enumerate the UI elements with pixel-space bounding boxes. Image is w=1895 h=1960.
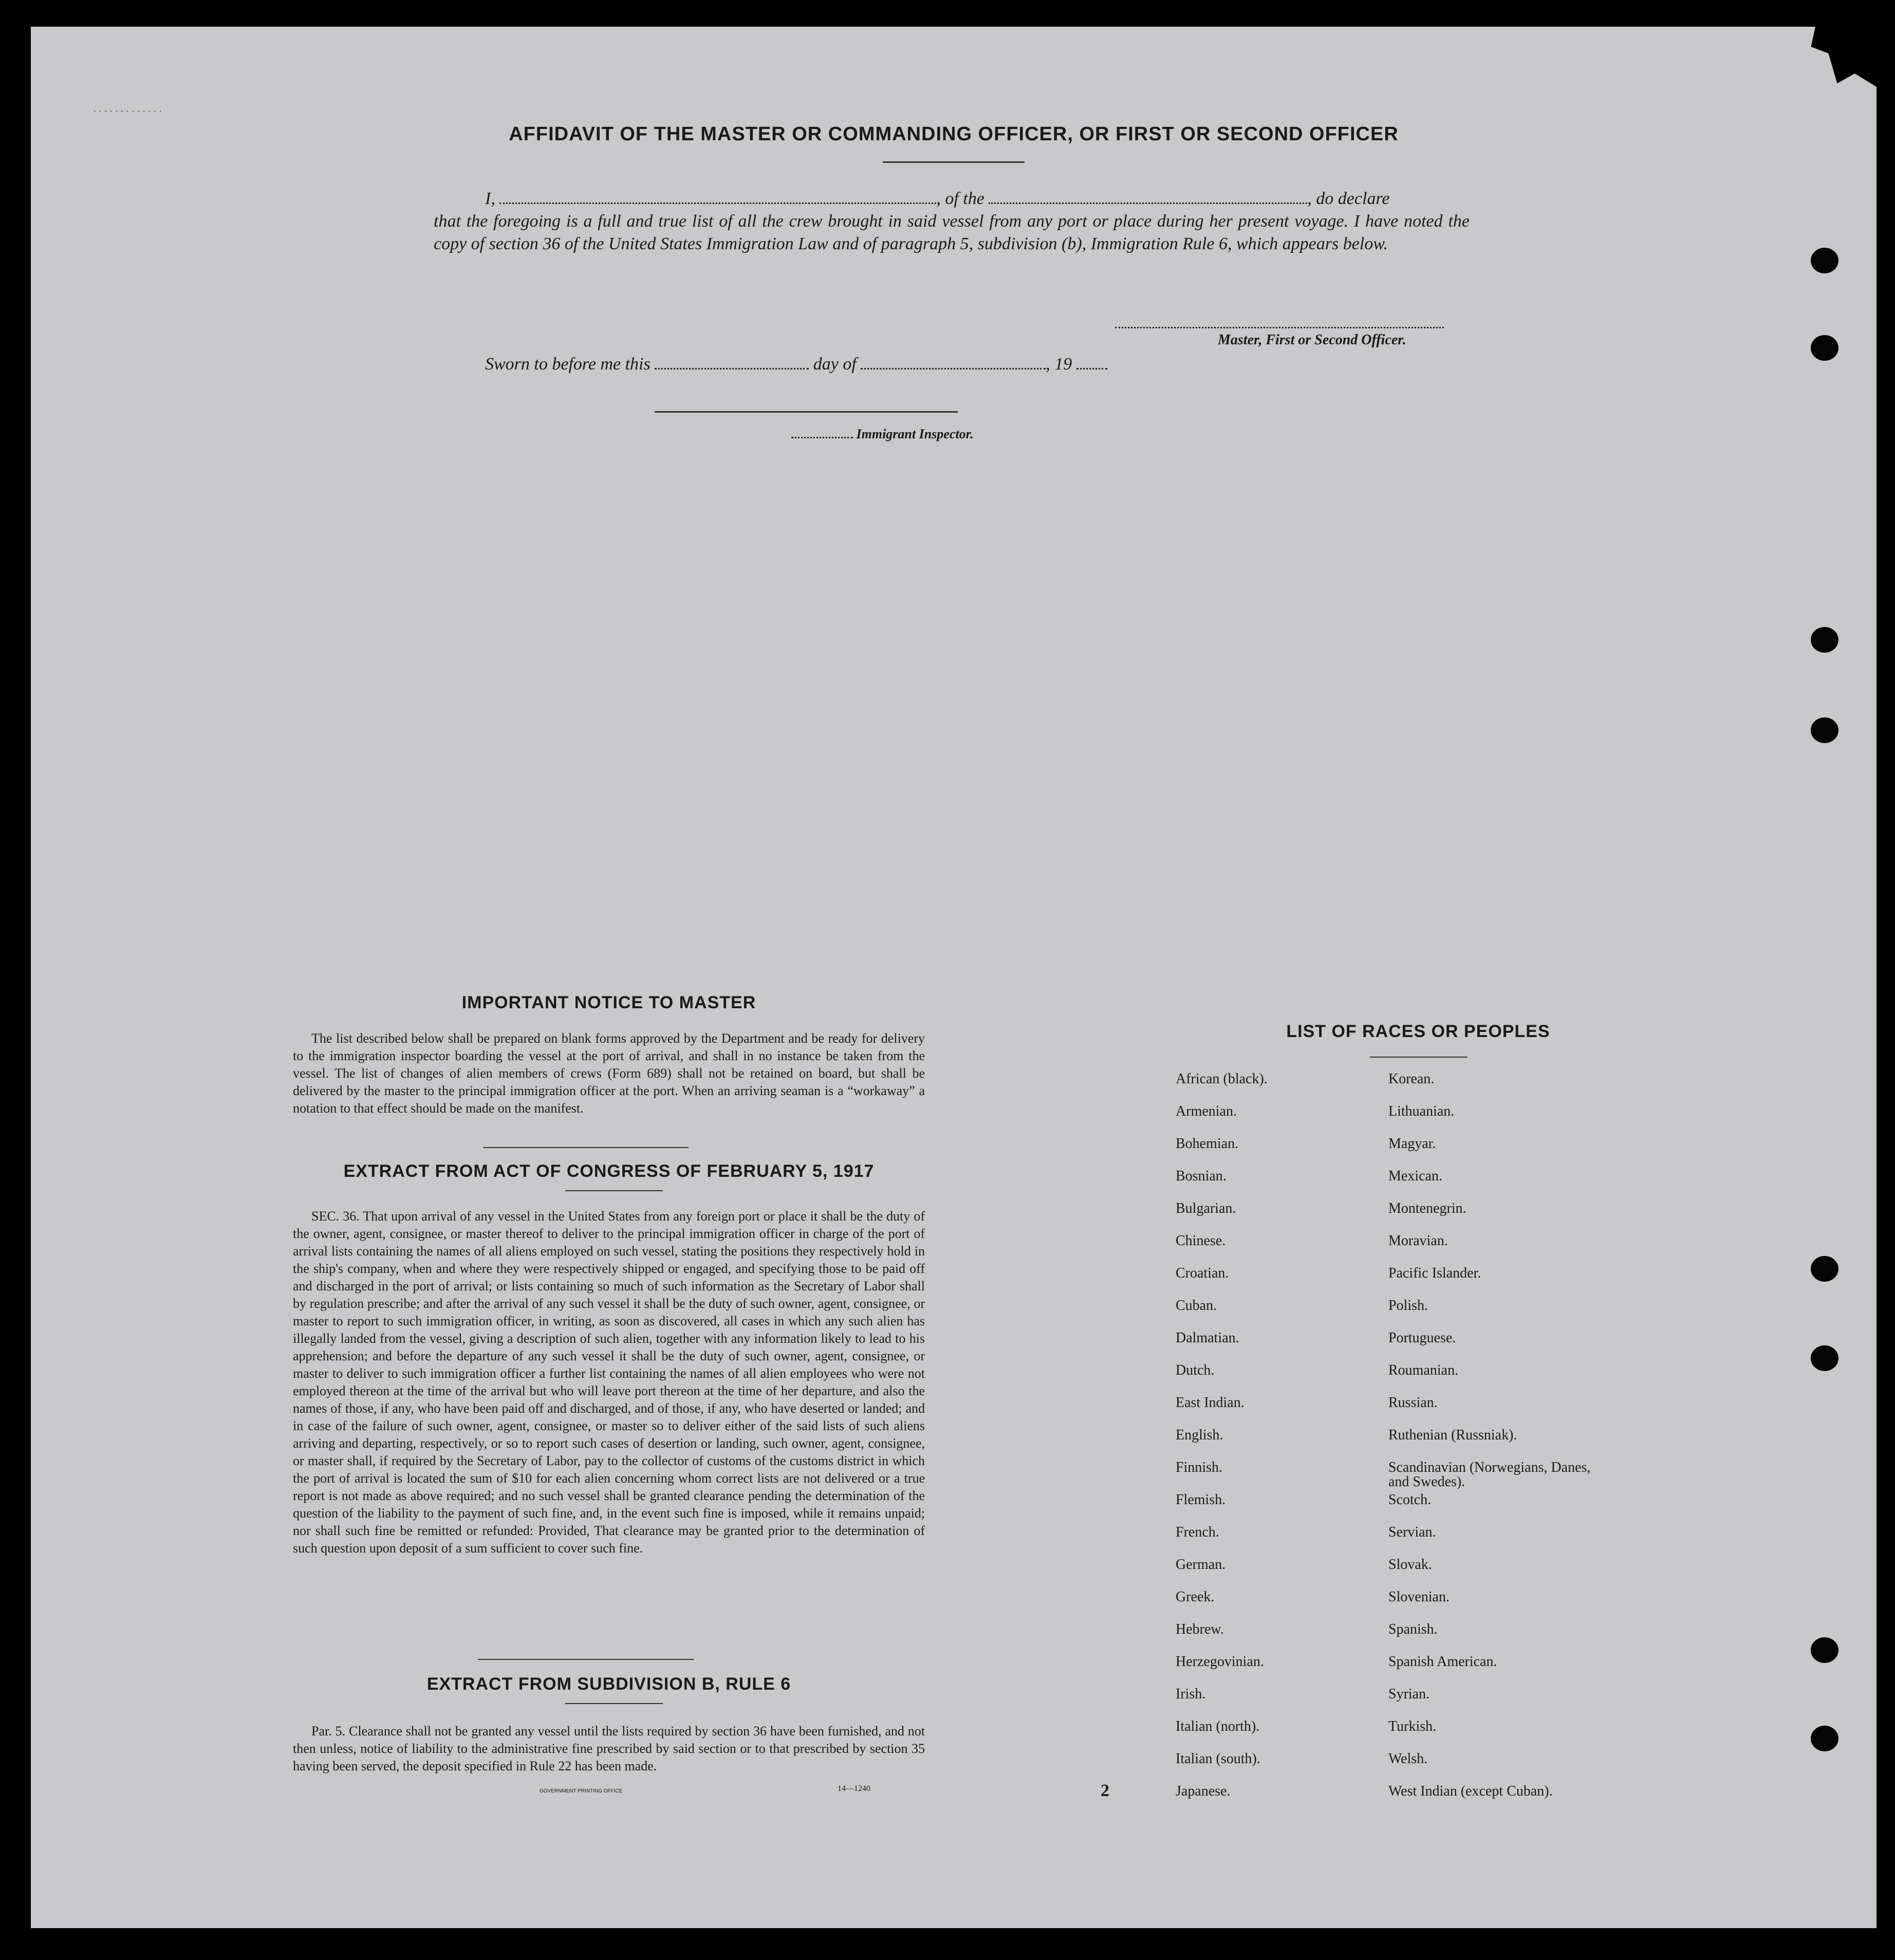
punch-hole — [1811, 1256, 1838, 1282]
race-item: Welsh. — [1388, 1751, 1428, 1767]
affidavit-body — [434, 187, 1470, 255]
inspector-signature-line[interactable] — [655, 411, 958, 413]
race-item: Chinese. — [1176, 1233, 1226, 1249]
punch-hole — [1811, 717, 1838, 743]
declarant-prefix: I, — [485, 189, 495, 208]
notice-text: The list described below shall be prepared on blank forms approved by the Department and be ready for delivery to the immigration inspector boarding the vessel at the port of arrival, and shall in no instance be taken from the vessel. The list of changes of alien members of crews (Form 689) shall not be retained on board, but shall be delivered by the master to the principal immigration officer at the port. When an arriving seaman is a “workaway” a notation to that effect should be made on the manifest. — [293, 1031, 925, 1116]
race-item: Pacific Islander. — [1388, 1265, 1481, 1281]
form-number: 14—1240 — [838, 1784, 870, 1793]
sworn-year-field[interactable] — [1076, 353, 1107, 369]
punch-hole — [1811, 627, 1838, 653]
sworn-prefix: Sworn to before me this — [485, 355, 651, 374]
race-item: Montenegrin. — [1388, 1200, 1466, 1216]
race-item: Spanish. — [1388, 1621, 1438, 1637]
race-item: Dalmatian. — [1176, 1330, 1239, 1346]
act-title-rule — [565, 1190, 663, 1191]
race-item: Roumanian. — [1388, 1362, 1459, 1378]
race-item: Mexican. — [1388, 1168, 1442, 1184]
sworn-day-of: day of — [813, 355, 857, 374]
race-item: Korean. — [1388, 1071, 1435, 1087]
race-item: Bohemian. — [1176, 1136, 1239, 1152]
race-item: Spanish American. — [1388, 1654, 1497, 1670]
race-item: Syrian. — [1388, 1686, 1430, 1702]
race-item: Italian (north). — [1176, 1718, 1260, 1734]
rule-extract-title: EXTRACT FROM SUBDIVISION B, RULE 6 — [426, 1674, 791, 1694]
race-item: Servian. — [1388, 1524, 1436, 1540]
race-item: Japanese. — [1176, 1783, 1231, 1799]
master-signature-line[interactable] — [1115, 325, 1444, 328]
race-item: Scotch. — [1388, 1492, 1432, 1508]
race-item: Italian (south). — [1176, 1751, 1260, 1767]
sworn-line — [485, 353, 1107, 374]
race-item: Slovenian. — [1388, 1589, 1450, 1605]
race-item: Portuguese. — [1388, 1330, 1456, 1346]
race-item: Ruthenian (Russniak). — [1388, 1427, 1517, 1443]
race-item: Polish. — [1388, 1298, 1428, 1314]
affidavit-statement: that the foregoing is a full and true list of all the crew brought in said vessel from any port or place during her present voyage. I have noted the copy of section 36 of the United States Immigration Law and of paragraph 5, subdivision (b), Immigration Rule 6, which appears below. — [434, 212, 1470, 253]
race-item: Lithuanian. — [1388, 1103, 1455, 1119]
race-item: West Indian (except Cuban). — [1388, 1783, 1553, 1799]
notice-rule — [483, 1147, 689, 1148]
declarant-name-field[interactable] — [499, 187, 936, 204]
race-item: Scandinavian (Norwegians, Danes, and Swedes). — [1388, 1459, 1591, 1490]
inspector-label: Immigrant Inspector. — [856, 427, 974, 441]
inspector-dots — [791, 435, 853, 438]
rule-extract-text: Par. 5. Clearance shall not be granted any vessel until the lists required by section 36 have been furnished, and not then unless, notice of liability to the administrative fine prescribed by said section or to that prescribed by section 35 having been served, the deposit specified in Rule 22 has been made. — [293, 1724, 925, 1773]
race-item: Russian. — [1388, 1395, 1438, 1411]
race-item: Hebrew. — [1176, 1621, 1224, 1637]
race-item: Croatian. — [1176, 1265, 1229, 1281]
sworn-day-field[interactable] — [655, 353, 809, 369]
races-title-rule — [1370, 1057, 1467, 1058]
punch-hole — [1811, 1726, 1838, 1751]
race-item: African (black). — [1176, 1071, 1268, 1087]
act-extract-title: EXTRACT FROM ACT OF CONGRESS OF FEBRUARY 5, 1917 — [343, 1161, 875, 1181]
punch-hole — [1811, 248, 1838, 273]
race-item: Cuban. — [1176, 1298, 1217, 1314]
rule-title-rule — [565, 1703, 663, 1704]
race-item: Greek. — [1176, 1589, 1215, 1605]
master-signature-label: Master, First or Second Officer. — [1218, 332, 1406, 348]
race-item: Armenian. — [1176, 1103, 1237, 1119]
faint-stamp-mark: ············· — [92, 104, 164, 119]
race-item: Herzegovinian. — [1176, 1654, 1264, 1670]
page-mark: 2 — [1101, 1781, 1109, 1800]
act-extract-text: SEC. 36. That upon arrival of any vessel in the United States from any foreign port or place it shall be the duty of the owner, agent, consignee, or master thereof to deliver to the principal immigration officer in charge of the port of arrival lists containing the names of all aliens employed on such vessel, stating the positions they respectively hold in the ship's company, when and where they were respectively shipped or engaged, and specifying those to be paid off and discharged in the port of arrival; or lists containing so much of such information as the Secretary of Labor shall by regulation prescribe; and after the arrival of any such vessel it shall be the duty of such owner, agent, consignee, or master to report to such immigration officer, in writing, as soon as discovered, all cases in which any such alien has illegally landed from the vessel, giving a description of such alien, together with any information likely to lead to his apprehension; and before the departure of any such vessel it shall be the duty of such owner, agent, consignee, or master to deliver to such immigration officer a further list containing the names of all alien employees who were not employed thereon at the time of the arrival but who will leave port thereon at the time of her departure, and also the names of those, if any, who have been paid off and discharged, and of those, if any, who have deserted or landed; and in case of the failure of such owner, agent, consignee, or master so to deliver either of the said lists of such aliens arriving and departing, respectively, or so to report such cases of desertion or landing, such owner, agent, consignee, or master shall, if required by the Secretary of Labor, pay to the collector of customs of the customs district in which the port of arrival is located the sum of $10 for each alien concerning whom correct lists are not delivered or a true report is not made as above required; and no such vessel shall be granted clearance pending the determination of the question of the liability to the payment of such fine, and, in the event such fine is imposed, while it remains unpaid; nor shall such fine be remitted or refunded: Provided, That clearance may be granted prior to the determination of such question upon deposit of a sum sufficient to cover such fine. — [293, 1209, 925, 1556]
punch-hole — [1811, 1345, 1838, 1371]
race-item: French. — [1176, 1524, 1219, 1540]
printer-imprint: GOVERNMENT PRINTING OFFICE — [540, 1788, 623, 1794]
race-item: Magyar. — [1388, 1136, 1436, 1152]
act-rule — [478, 1659, 694, 1660]
punch-hole — [1811, 1637, 1838, 1663]
sworn-year-prefix: , 19 — [1046, 355, 1072, 374]
torn-corner — [1789, 27, 1877, 94]
races-title: LIST OF RACES OR PEOPLES — [1286, 1022, 1550, 1041]
race-item: Moravian. — [1388, 1233, 1448, 1249]
race-item: Flemish. — [1176, 1492, 1226, 1508]
race-item: Finnish. — [1176, 1459, 1223, 1475]
punch-hole — [1811, 335, 1838, 361]
race-item: German. — [1176, 1557, 1226, 1573]
notice-title: IMPORTANT NOTICE TO MASTER — [461, 993, 756, 1012]
race-item: Irish. — [1176, 1686, 1206, 1702]
affidavit-title: AFFIDAVIT OF THE MASTER OR COMMANDING OFFICER, OR FIRST OR SECOND OFFICER — [509, 123, 1399, 145]
race-item: Slovak. — [1388, 1557, 1432, 1573]
document-page — [31, 27, 1877, 1928]
race-item: East Indian. — [1176, 1395, 1244, 1411]
vessel-name-field[interactable] — [989, 187, 1307, 204]
declare-text: , do declare — [1307, 189, 1390, 208]
race-item: Bulgarian. — [1176, 1200, 1236, 1216]
race-item: English. — [1176, 1427, 1223, 1443]
title-rule — [883, 161, 1025, 163]
vessel-prefix: , of the — [936, 189, 984, 208]
race-item: Turkish. — [1388, 1718, 1437, 1734]
inspector-label-row — [791, 427, 974, 442]
race-item: Bosnian. — [1176, 1168, 1227, 1184]
sworn-month-field[interactable] — [861, 353, 1046, 369]
race-item: Dutch. — [1176, 1362, 1215, 1378]
